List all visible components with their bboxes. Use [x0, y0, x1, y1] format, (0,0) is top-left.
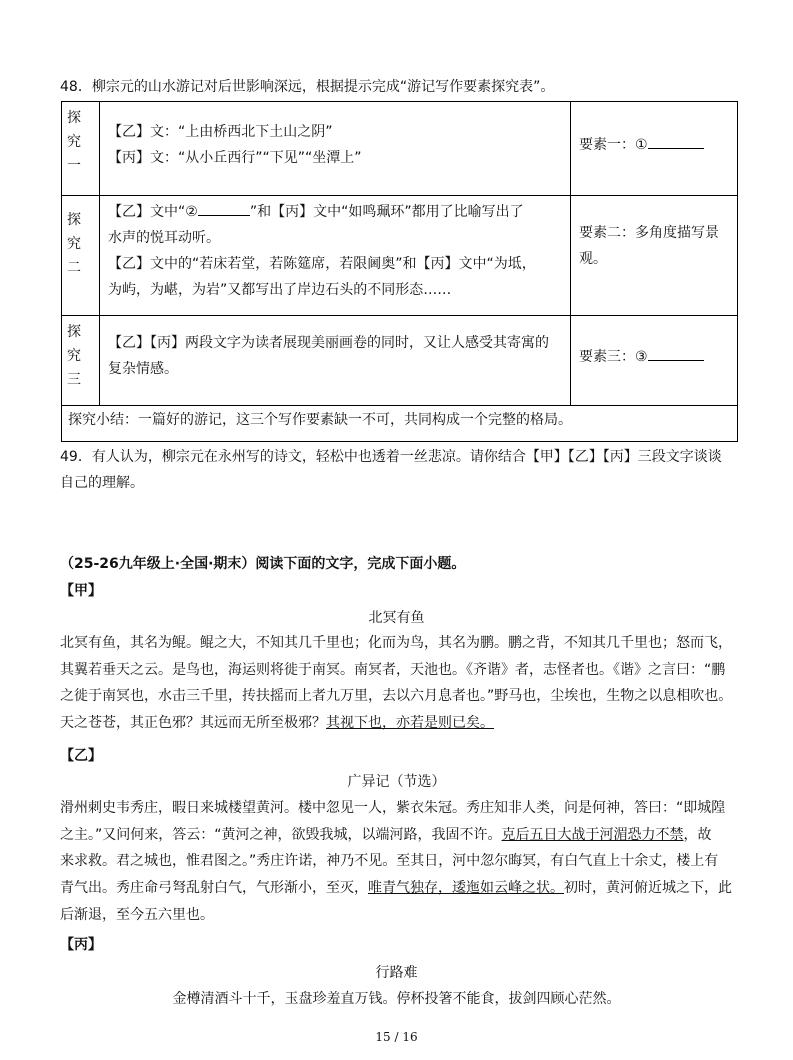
row-content: 【乙】【丙】两段文字为读者展现美丽画卷的同时，又让人感受其寄寓的 复杂情感。	[100, 316, 571, 406]
row-label: 探 究 一	[62, 102, 100, 196]
underlined-sentence: 唯青气独存，逶迤如云峰之状。	[368, 880, 564, 897]
table-row	[62, 196, 738, 316]
passage-jia-label: 【甲】	[60, 583, 102, 599]
question-48-prompt: 48．柳宗元的山水游记对后世影响深远，根据提示完成“游记写作要素探究表”。	[60, 79, 555, 95]
row-requirement: 要素一：①	[571, 102, 738, 196]
table-row	[62, 316, 738, 406]
table-summary: 探究小结：一篇好的游记，这三个写作要素缺一不可，共同构成一个完整的格局。	[62, 406, 738, 442]
passage-yi-body: 滑州刺史韦秀庄，暇日来城楼望黄河。楼中忽见一人，紫衣朱冠。秀庄知非人类，问是何神，答曰：“即城隍 之主。”又问何来，答云：“黄河之神，欲毁我城，以端河路，我固不许。克后五日大战于河湄恐力不禁，故 来求救。君之城也，惟君图之。”秀庄许诺，神乃不见。至其日，河中忽尔晦冥，有白气直上十余丈，楼上有 青气出。秀庄命弓弩乱射白气，气形渐小，至灭，唯青气独存，逶迤如云峰之状。初时，黄河俯近城之下，此 后渐退，至今五六里也。	[60, 800, 732, 923]
answer-blank[interactable]	[648, 360, 704, 361]
exploration-table	[61, 101, 738, 442]
content-line: 【乙】文：“上由桥西北下土山之阴”	[108, 124, 333, 140]
passage-yi-label: 【乙】	[60, 748, 102, 764]
passage-jia-body: 北冥有鱼，其名为鲲。鲲之大，不知其几千里也；化而为鸟，其名为鹏。鹏之背，不知其几千里也；怒而飞， 其翼若垂天之云。是鸟也，海运则将徙于南冥。南冥者，天池也。《齐谐》者，志怪者也。《谐》之言曰：“鹏 之徙于南冥也，水击三千里，抟扶摇而上者九万里，去以六月息者也。”野马也，尘埃也，生物之以息相吹也。 天之苍苍，其正色邪？其远而无所至极邪？其视下也，亦若是则已矣。	[60, 635, 733, 732]
passage-bing-poem: 金樽清酒斗十千，玉盘珍羞直万钱。停杯投箸不能食，拔剑四顾心茫然。	[172, 991, 621, 1007]
page-number: 15 / 16	[375, 1030, 418, 1044]
answer-blank[interactable]	[648, 148, 704, 149]
passage-jia-title: 北冥有鱼	[368, 610, 425, 626]
row-label: 探 究 二	[62, 196, 100, 316]
table-row	[62, 406, 738, 442]
passage-bing-label: 【丙】	[60, 937, 102, 953]
row-label: 探 究 三	[62, 316, 100, 406]
passage-bing-title: 行路难	[375, 965, 418, 981]
row-requirement: 要素二：多角度描写景观。	[571, 196, 738, 316]
table-row	[62, 102, 738, 196]
underlined-sentence: 其视下也，亦若是则已矣。	[326, 715, 494, 732]
underlined-sentence: 克后五日大战于河湄恐力不禁	[501, 826, 684, 843]
row-requirement: 要素三：③	[571, 316, 738, 406]
question-49: 49．有人认为，柳宗元在永州写的诗文，轻松中也透着一丝悲凉。请你结合【甲】【乙】【丙】三段文字谈谈 自己的理解。	[60, 449, 722, 491]
section-header: （25-26九年级上·全国·期末）阅读下面的文字，完成下面小题。	[60, 556, 466, 572]
answer-blank[interactable]	[198, 215, 250, 216]
content-line: 【丙】文：“从小丘西行”“下见”“坐潭上”	[108, 150, 362, 166]
row-content: 【乙】文中“② ”和【丙】文中“如鸣珮环”都用了比喻写出了 水声的悦耳动听。 【乙】文中的“若床若堂，若陈筵席，若限阃奥”和【丙】文中“为坻， 为屿，为嵁，为岩”又都写出了岸边石头的不同形态……	[100, 196, 571, 316]
passage-yi-title: 广异记（节选）	[347, 774, 446, 790]
row-content	[100, 102, 571, 196]
